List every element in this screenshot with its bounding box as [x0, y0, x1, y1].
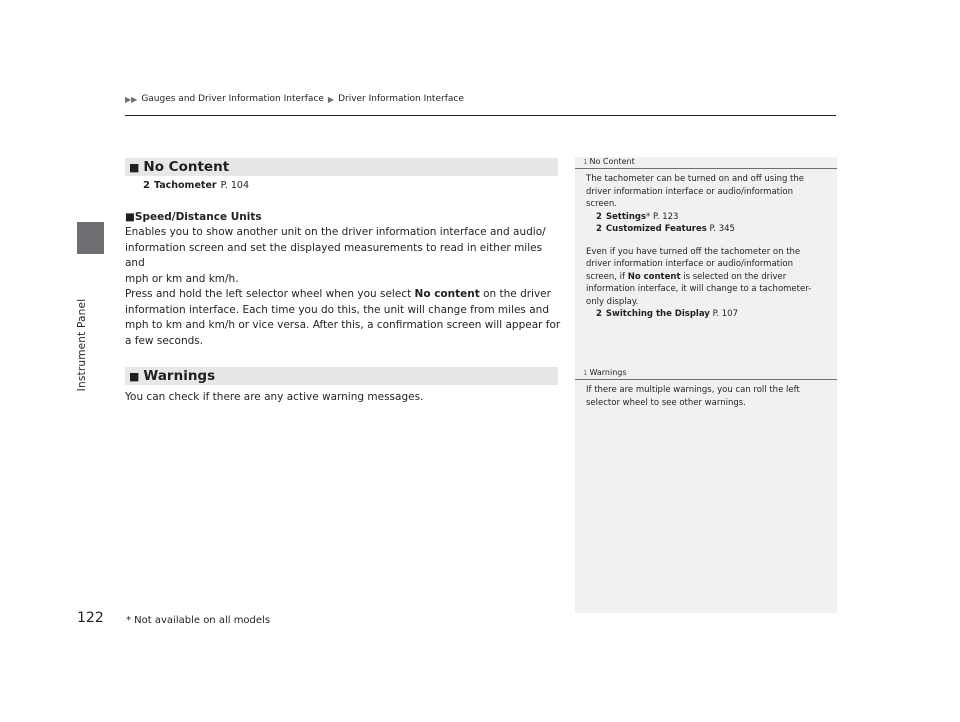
text-line: driver information interface or audio/information [586, 259, 793, 269]
text-run: Press and hold the left selector wheel when you select [125, 288, 415, 300]
text-line: mph or km and km/h. [125, 272, 239, 285]
note-warnings [575, 368, 837, 409]
xref-label: Tachometer [153, 180, 217, 191]
xref-arrow-icon: 2 [596, 211, 602, 222]
text-line: If there are multiple warnings, you can roll the left [586, 385, 800, 395]
xref-arrow-icon: 2 [596, 224, 602, 234]
note-rule [575, 379, 837, 380]
xref-page: P. 123 [653, 211, 679, 222]
asterisk: * [646, 211, 651, 222]
header-rule [125, 115, 836, 116]
xref-text [606, 211, 679, 224]
text-line: The tachometer can be turned on and off using the [586, 174, 805, 184]
note-title [575, 368, 837, 377]
xref-label: Switching the Display [605, 309, 710, 319]
text-run: screen, if [586, 271, 628, 282]
breadcrumb-arrow-icon: ▶ [327, 94, 335, 104]
speed-paragraph-2 [125, 287, 561, 349]
xref-customized-features[interactable] [586, 223, 829, 236]
text-line: information screen and set the displayed measurements to read in either miles and [125, 241, 543, 269]
text-line: You can check if there are any active warning messages. [125, 391, 424, 403]
xref-arrow-icon: 2 [143, 180, 150, 191]
spacer [586, 236, 829, 246]
text-line: driver information interface or audio/information [586, 186, 793, 197]
note-number: 1 [583, 157, 588, 166]
text-line: selector wheel to see other warnings. [586, 397, 746, 408]
text-line: Even if you have turned off the tachometer on the [586, 246, 801, 257]
square-bullet-icon: ■ [125, 211, 135, 223]
section-header-warnings [125, 367, 558, 385]
section-header-no-content [125, 158, 558, 176]
square-bullet-icon: ■ [129, 160, 140, 174]
text-line: information interface, it will change to a tachometer- [586, 284, 812, 294]
section-title: No Content [143, 159, 230, 175]
text-line: screen. [586, 199, 617, 209]
note-no-content [575, 157, 837, 321]
page-number: 122 [77, 610, 104, 626]
text-run: on the driver [479, 288, 551, 300]
warnings-paragraph [125, 390, 561, 406]
speed-paragraph-1 [125, 225, 561, 287]
xref-label: Customized Features [605, 224, 707, 234]
text-line: only display. [586, 296, 639, 307]
breadcrumb-item[interactable]: Driver Information Interface [338, 94, 464, 104]
section-title: Warnings [143, 368, 216, 384]
text-line: information interface. Each time you do this, the unit will change from miles and [125, 303, 549, 316]
square-bullet-icon: ■ [129, 369, 140, 383]
text-run: is selected on the driver [680, 271, 787, 282]
side-label: Instrument Panel [76, 298, 88, 392]
text-line [125, 287, 561, 303]
xref-text [606, 308, 738, 321]
text-line [586, 271, 829, 284]
note-rule [575, 168, 837, 169]
text-line: a few seconds. [125, 334, 204, 347]
side-tab [77, 222, 104, 254]
xref-page: P. 345 [709, 224, 735, 234]
footnote: * Not available on all models [126, 615, 271, 626]
xref-switching-display[interactable] [586, 308, 829, 321]
xref-page: P. 107 [712, 309, 738, 319]
xref-settings[interactable] [586, 211, 829, 224]
text-bold: No content [414, 288, 480, 300]
note-body [575, 384, 837, 409]
xref-label: Settings [605, 211, 647, 222]
breadcrumb [125, 94, 464, 104]
breadcrumb-arrow-icon: ▶▶ [125, 94, 138, 104]
note-title [575, 157, 837, 166]
xref-arrow-icon: 2 [596, 309, 602, 319]
xref-text [606, 223, 735, 236]
text-bold: No content [627, 271, 681, 282]
xref-tachometer[interactable] [143, 180, 249, 191]
subhead-title: Speed/Distance Units [134, 211, 262, 223]
note-title-text: No Content [589, 157, 635, 166]
breadcrumb-item[interactable]: Gauges and Driver Information Interface [141, 94, 324, 104]
note-number: 1 [583, 368, 588, 377]
xref-page: P. 104 [220, 180, 249, 191]
text-line: Enables you to show another unit on the driver information interface and audio/ [125, 226, 546, 238]
text-line: mph to km and km/h or vice versa. After this, a confirmation screen will appear for [125, 319, 561, 331]
note-title-text: Warnings [589, 368, 627, 377]
note-body [575, 173, 837, 321]
subhead-speed-units [125, 211, 262, 223]
